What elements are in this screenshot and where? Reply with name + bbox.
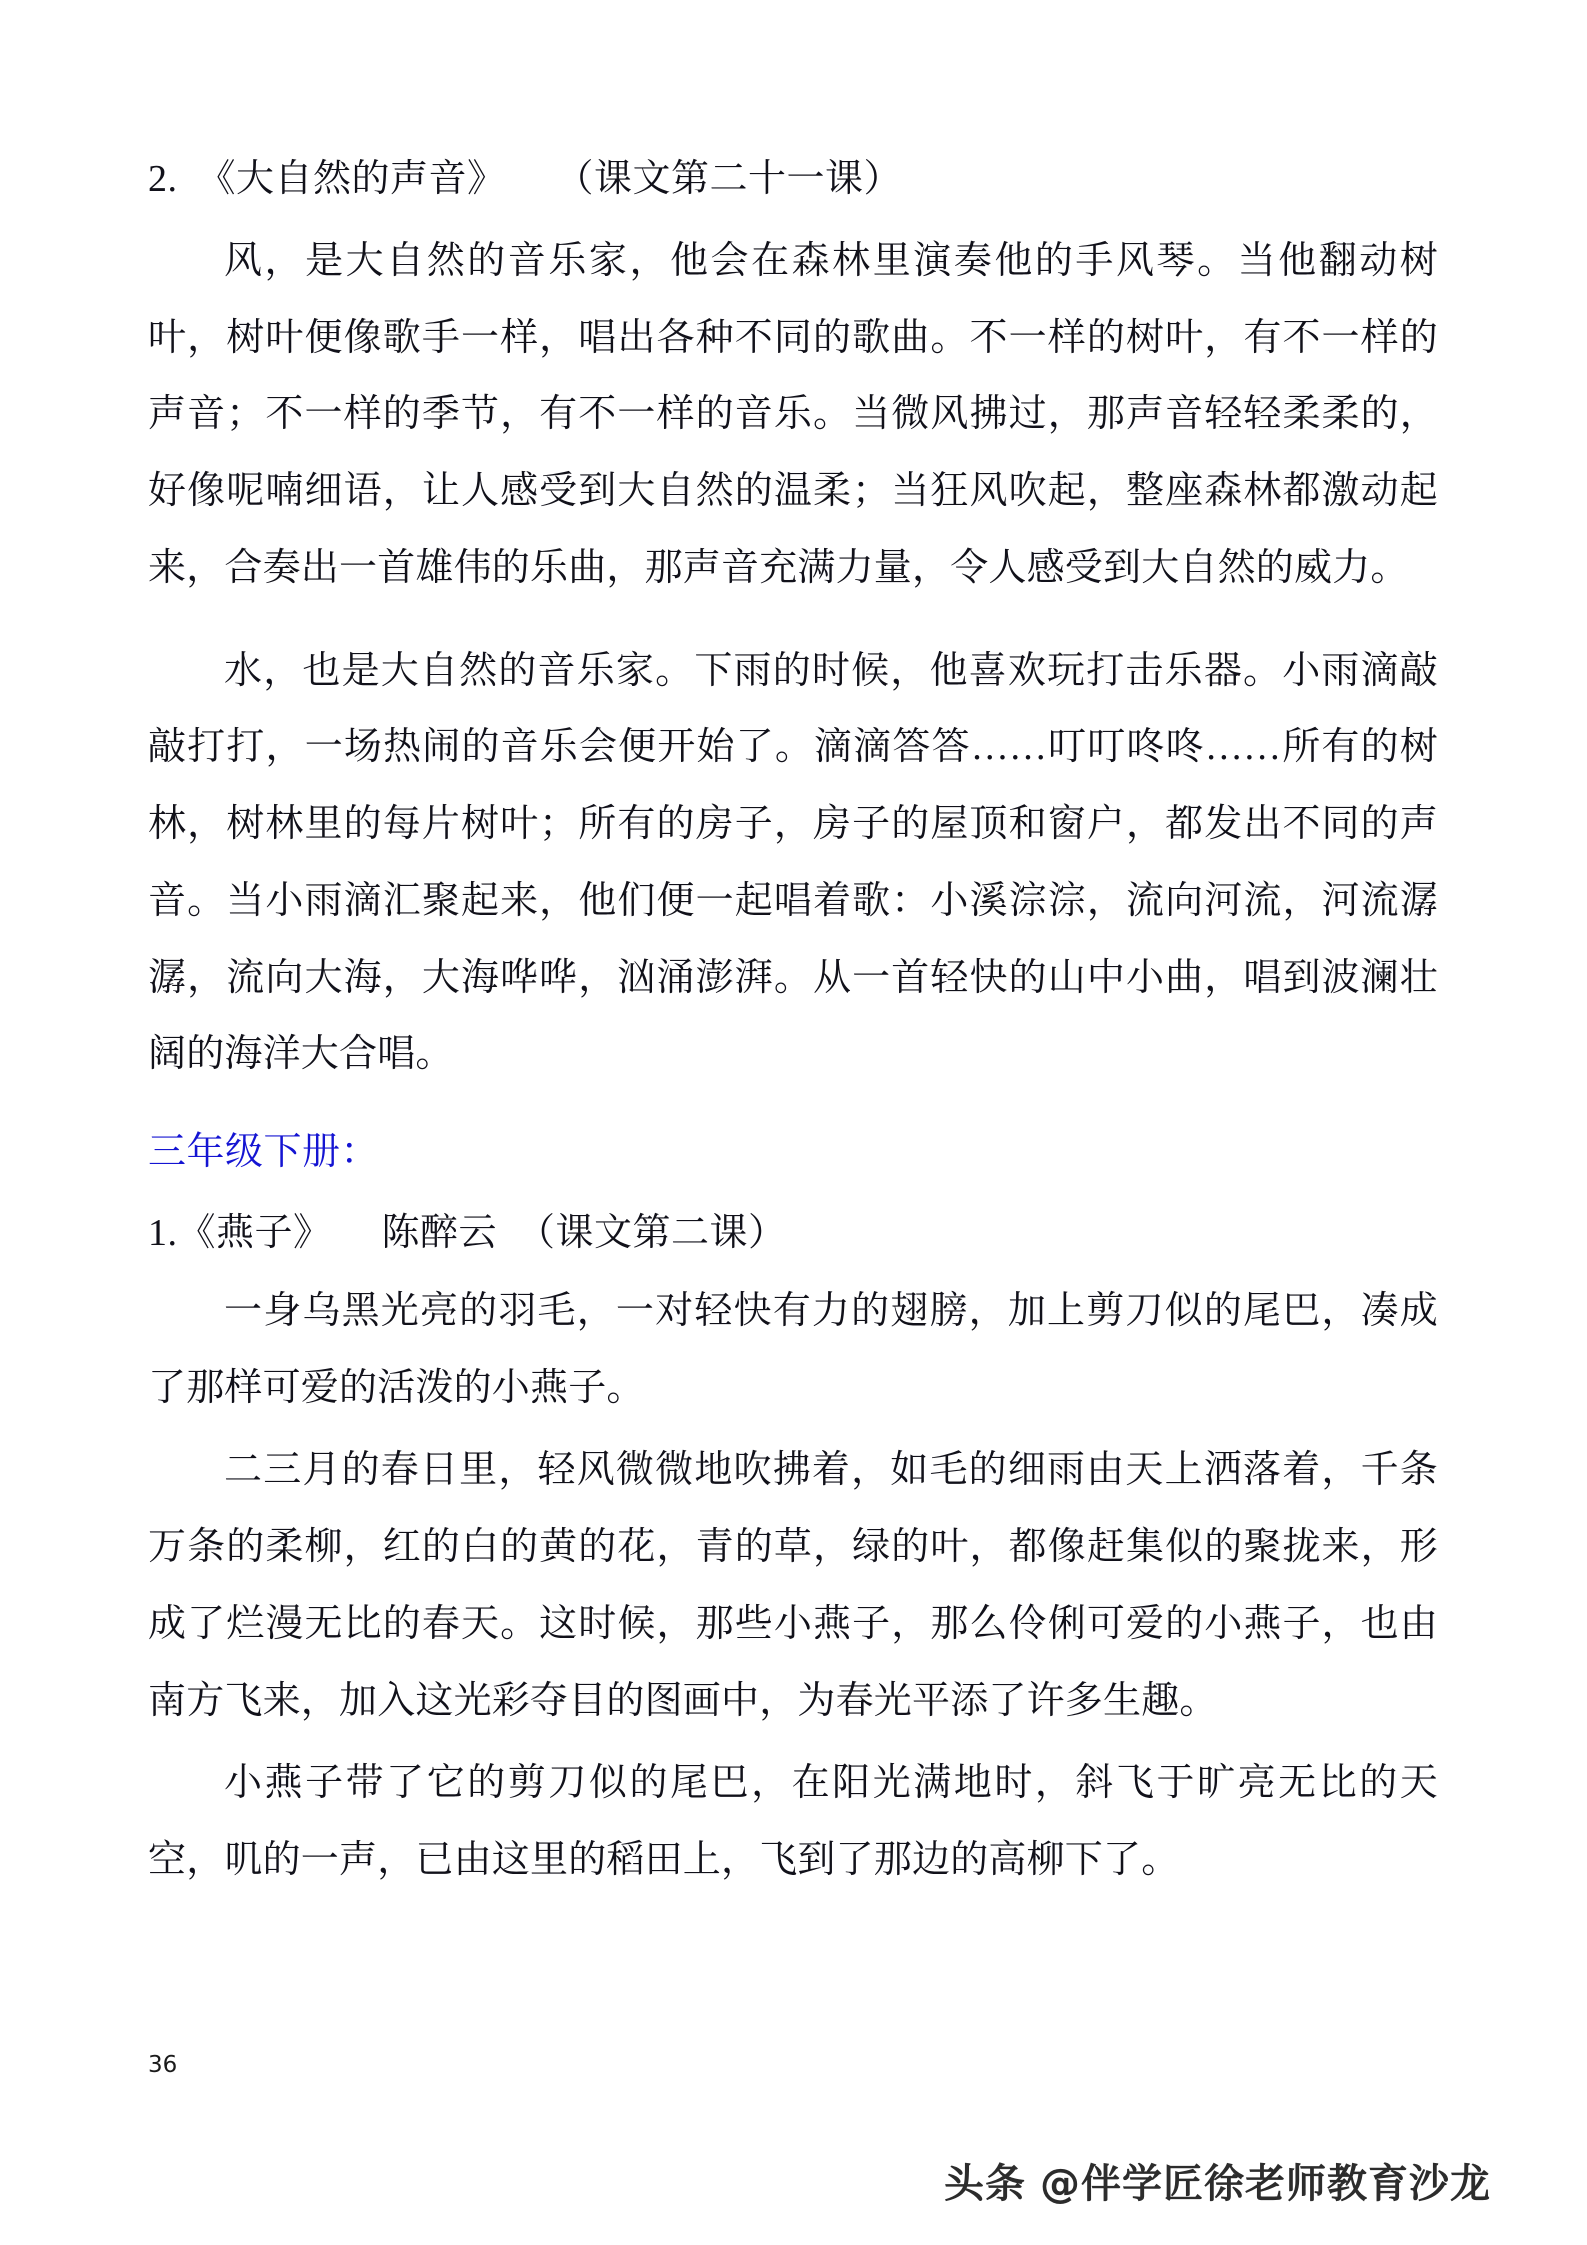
- paragraph-water: 水，也是大自然的音乐家。下雨的时候，他喜欢玩打击乐器。小雨滴敲敲打打，一场热闹的音乐会便开始了。滴滴答答……叮叮咚咚……所有的树林，树林里的每片树叶；所有的房子，房子的屋顶和窗户，都发出不同的声音。当小雨滴汇聚起来，他们便一起唱着歌：小溪淙淙，流向河流，河流潺潺，流向大海，大海哗哗，汹涌澎湃。从一首轻快的山中小曲，唱到波澜壮阔的海洋大合唱。: [148, 649, 1438, 1076]
- paragraph-spring-scenery: 二三月的春日里，轻风微微地吹拂着，如毛的细雨由天上洒落着，千条万条的柔柳，红的白的黄的花，青的草，绿的叶，都像赶集似的聚拢来，形成了烂漫无比的春天。这时候，那些小燕子，那么伶俐可爱的小燕子，也由南方飞来，加入这光彩夺目的图画中，为春光平添了许多生趣。: [148, 1449, 1438, 1722]
- page-number: 36: [148, 2052, 178, 2078]
- paragraph-swallow-appearance: 一身乌黑光亮的羽毛，一对轻快有力的翅膀，加上剪刀似的尾巴，凑成了那样可爱的活泼的小燕子。: [148, 1289, 1438, 1409]
- section-heading-yanzi: 1.《燕子》 陈醉云 （课文第二课）: [148, 1212, 787, 1255]
- paragraph-swallow-flight: 小燕子带了它的剪刀似的尾巴，在阳光满地时，斜飞于旷亮无比的天空，叽的一声，已由这里的稻田上，飞到了那边的高柳下了。: [148, 1762, 1438, 1882]
- paragraph-wind: 风，是大自然的音乐家，他会在森林里演奏他的手风琴。当他翻动树叶，树叶便像歌手一样，唱出各种不同的歌曲。不一样的树叶，有不一样的声音；不一样的季节，有不一样的音乐。当微风拂过，那声音轻轻柔柔的，好像呢喃细语，让人感受到大自然的温柔；当狂风吹起，整座森林都激动起来，合奏出一首雄伟的乐曲，那声音充满力量，令人感受到大自然的威力。: [148, 239, 1438, 589]
- grade-heading-grade3-volume2: 三年级下册：: [148, 1131, 380, 1174]
- watermark-brand-label: 头条: [944, 2161, 1026, 2207]
- section-heading-daziranshengyin: 2. 《大自然的声音》 （课文第二十一课）: [148, 158, 903, 200]
- footer-watermark: [944, 2152, 1491, 2209]
- watermark-handle-label: @伴学匠徐老师教育沙龙: [1040, 2161, 1491, 2207]
- document-body: [148, 150, 1438, 1899]
